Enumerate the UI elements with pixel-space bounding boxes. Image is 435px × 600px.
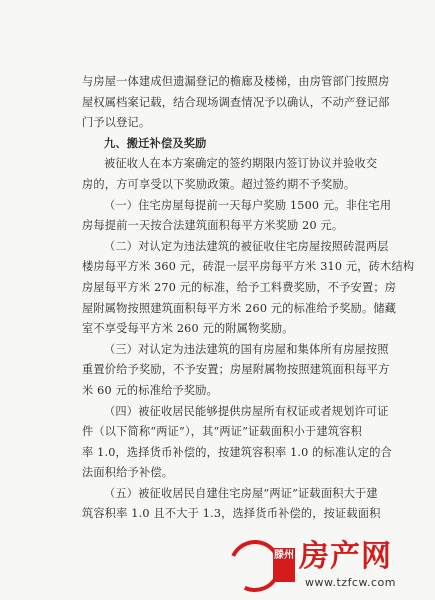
text-line: 房每提前一天按合法建筑面积每平方米奖励 20 元。 (82, 219, 344, 233)
watermark-title: 房产网 (299, 539, 392, 574)
text-line: 楼房每平方米 360 元，砖混一层平房每平方米 310 元，砖木结构 (82, 260, 415, 274)
text-line: （四）被征收居民能够提供房屋所有权证或者规划许可证 (104, 404, 389, 418)
site-watermark (181, 534, 431, 596)
text-line: 件（以下简称“两证”），其“两证”证载面积小于建筑容积 (82, 425, 362, 439)
text-line: 与房屋一体建成但遗漏登记的檐廊及楼梯，由房管部门按照房 (82, 75, 390, 88)
text-line: 率 1.0，选择货币补偿的，按建筑容积率 1.0 的标准认定的合 (82, 445, 392, 459)
text-line: 房屋每平方米 270 元的标准，给予工料费奖励，不予安置；房 (82, 280, 397, 294)
text-line: （一）住宅房屋每提前一天每户奖励 1500 元。非住宅用 (104, 198, 392, 212)
section-heading: 九、搬迁补偿及奖励 (104, 136, 207, 150)
text-line: 屋权属档案记载，结合现场调查情况予以确认，不动产登记部 (82, 95, 390, 109)
text-line: 房的，方可享受以下奖励政策。超过签约期不予奖励。 (82, 177, 356, 191)
text-line: （五）被征收居民自建住宅房屋“两证”证载面积大于建 (104, 486, 378, 500)
text-line: 米 60 元的标准给予奖励。 (82, 383, 219, 397)
text-line: （二）对认定为违法建筑的被征收住宅房屋按照砖混两层 (104, 239, 389, 253)
text-line: （三）对认定为违法建筑的国有房屋和集体所有房屋按照 (104, 342, 389, 356)
text-line: 门予以登记。 (82, 116, 151, 130)
watermark-url: www.tzfcw.com (305, 576, 396, 589)
text-line: 屋附属物按照建筑面积每平方米 260 元的标准给予奖励。储藏 (82, 301, 397, 315)
text-line: 筑容积率 1.0 且不大于 1.3，选择货币补偿的，按证载面积 (82, 507, 381, 521)
text-line: 室不享受每平方米 260 元的附属物奖励。 (82, 322, 294, 336)
document-body (82, 72, 415, 525)
text-line: 重置价给予奖励，不予安置；房屋附属物按照建筑面积每平方 (82, 363, 390, 377)
text-line: 法面积给予补偿。 (82, 466, 174, 480)
text-line: 被征收人在本方案确定的签约期限内签订协议并验收交 (104, 157, 378, 171)
watermark-stamp: 滕州 (273, 548, 295, 582)
